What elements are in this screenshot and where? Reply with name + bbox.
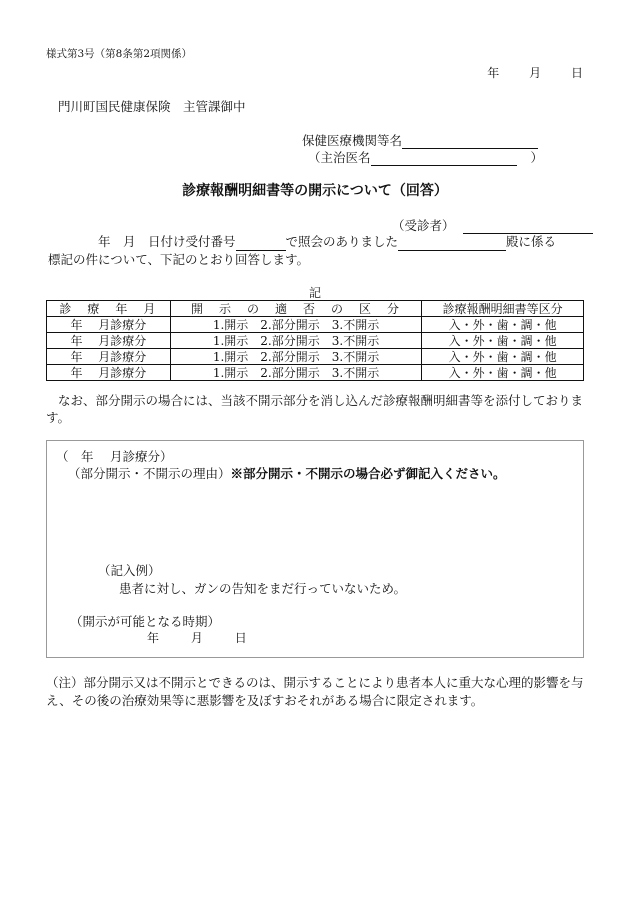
table-header-row <box>47 301 584 317</box>
row-category[interactable]: 入・外・歯・調・他 <box>422 349 584 365</box>
reply-body <box>48 233 588 269</box>
form-number: 様式第3号（第8条第2項関係） <box>46 48 193 60</box>
body-inquiry: で照会のありました <box>285 234 399 249</box>
patient-line <box>392 216 593 234</box>
reason-period: （ 年 月診療分） <box>56 449 173 464</box>
doctor-name-field[interactable] <box>371 151 517 166</box>
row-month[interactable]: 年 月診療分 <box>47 317 171 333</box>
possible-date-label: （開示が可能となる時期） <box>70 614 221 629</box>
header-decision: 開 示 の 適 否 の 区 分 <box>170 301 422 317</box>
row-decision[interactable]: 1.開示 2.部分開示 3.不開示 <box>170 349 422 365</box>
doctor-line <box>308 148 543 166</box>
possible-date <box>147 629 247 646</box>
row-decision[interactable]: 1.開示 2.部分開示 3.不開示 <box>170 365 422 381</box>
reason-label: （部分開示・不開示の理由） <box>68 466 231 481</box>
possible-month: 月 <box>190 631 203 645</box>
institution-label: 保健医療機関等名 <box>302 133 403 148</box>
patient-name-field[interactable] <box>463 219 593 234</box>
table-row <box>47 317 584 333</box>
possible-year: 年 <box>147 631 160 645</box>
addressee: 門川町国民健康保険 主管課御中 <box>58 99 246 114</box>
row-decision[interactable]: 1.開示 2.部分開示 3.不開示 <box>170 317 422 333</box>
header-category: 診療報酬明細書等区分 <box>422 301 584 317</box>
body-conclusion: 標記の件について、下記のとおり回答します。 <box>48 252 310 267</box>
row-decision[interactable]: 1.開示 2.部分開示 3.不開示 <box>170 333 422 349</box>
page-title: 診療報酬明細書等の開示について（回答） <box>182 183 448 199</box>
table-row <box>47 365 584 381</box>
table-row <box>47 333 584 349</box>
body-regarding: 殿に係る <box>506 234 557 249</box>
ki-heading: 記 <box>308 286 321 300</box>
date-month: 月 <box>529 66 542 80</box>
row-month[interactable]: 年 月診療分 <box>47 365 171 381</box>
patient-label: （受診者） <box>392 218 455 233</box>
possible-day: 日 <box>234 631 247 645</box>
example-label: （記入例） <box>98 563 161 578</box>
institution-name-field[interactable] <box>402 134 538 149</box>
footnote: （注）部分開示又は不開示とできるのは、開示することにより患者本人に重大な心理的影響を与え、その後の治療効果等に悪影響を及ぼすおそれがある場合に限定されます。 <box>46 675 584 708</box>
partial-disclosure-note: なお、部分開示の場合には、当該不開示部分を消し込んだ診療報酬明細書等を添付しております。 <box>46 393 584 425</box>
receipt-number-field[interactable] <box>236 236 286 251</box>
date-day: 日 <box>570 66 583 80</box>
date-year: 年 <box>487 66 500 80</box>
row-category[interactable]: 入・外・歯・調・他 <box>422 333 584 349</box>
inquirer-field[interactable] <box>398 236 506 251</box>
reason-line <box>68 464 506 482</box>
table-row <box>47 349 584 365</box>
disclosure-table <box>46 300 584 381</box>
row-month[interactable]: 年 月診療分 <box>47 349 171 365</box>
row-category[interactable]: 入・外・歯・調・他 <box>422 317 584 333</box>
header-month: 診 療 年 月 <box>47 301 171 317</box>
reason-warning: ※部分開示・不開示の場合必ず御記入ください。 <box>230 466 506 481</box>
institution-line <box>302 131 538 149</box>
reply-date <box>465 64 583 81</box>
example-text: 患者に対し、ガンの告知をまだ行っていないため。 <box>119 581 407 596</box>
doctor-close: ） <box>530 150 544 165</box>
doctor-label: （主治医名 <box>308 150 371 165</box>
body-date: 年 月 日付け受付番号 <box>98 234 236 249</box>
row-month[interactable]: 年 月診療分 <box>47 333 171 349</box>
row-category[interactable]: 入・外・歯・調・他 <box>422 365 584 381</box>
